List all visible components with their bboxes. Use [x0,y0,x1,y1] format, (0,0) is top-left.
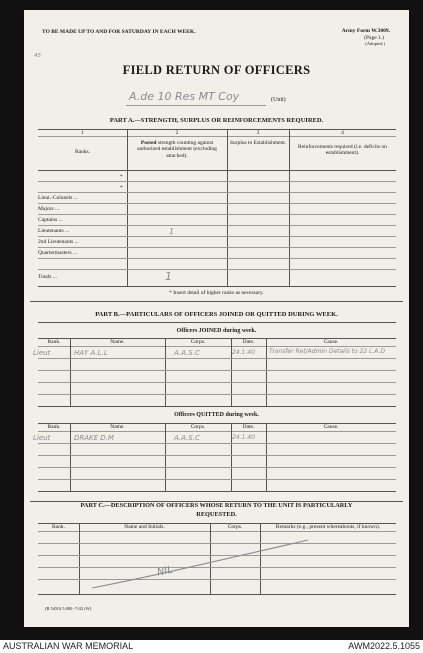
rank-row: Majors ... [38,206,60,212]
part-b-title: PART B.—PARTICULARS OF OFFICERS JOINED OR QUITTED DURING WEEK. [95,311,338,318]
joined-date: 24.1.40 [232,349,255,356]
surplus-header: Surplus to Establishment. [229,140,287,146]
pencil-mark: 45 [34,53,41,59]
rank-row: 2nd Lieutenants ... [38,239,79,245]
reinforcements-header: Reinforcements required (i.e. deficits on establishment). [298,144,387,157]
form-sheet: TO BE MADE UP TO AND FOR SATURDAY IN EACH WEEK. Army Form W.3009. (Page 1.) (Adopted.) 45 FIELD RETURN OF OFFICERS A.de 10 Res MT Coy (Unit) PART A.—STRENGTH, SURPLUS OR REINFORCEMENTS REQUIRED. 1 2 3 4 Ranks. Posted strength counting against authorized establishment (excluding attached). Surplus to Establishment. Reinforcements required (i.e. deficits on establishment). * * Lieut.-Colonels ... Majors ... Captains ... Lieutenants ... 2nd Lieutenants ... Quartermasters ... Totals ... 1 1 * Insert detail of higher ranks as necessary. PART B.—PARTICULARS OF OFFICERS JOINED OR QUITTED DURING WEEK. Officers JOINED during week. Rank. Name. Corps. Date. Cause. Lieut HAY A.L.L A.A.S.C 24.1.40 Transfer Ret/Admin Details to 22 L.A.D Officers QUITTED during week. Rank. Name. Corps. Date. Cause. Lieut DRAKE D.M A.A.S.C 24.1.40 PART C.—DESCRIPTION OF OFFICERS WHOSE RETURN TO THE UNIT IS PARTICULARLY REQUESTED. Rank. Name and Initials. Corps. Remarks (e.g., present whereabouts, if known). NIL (B 5450) 5,000 -7/42 (W) [24,10,409,627]
archive-footer [0,640,423,653]
rank-row: * [120,185,123,191]
archive-id: AWM2022.5.1055 [348,641,420,651]
unit-label: (Unit) [271,97,286,103]
unit-handwritten: A.de 10 Res MT Coy [129,90,240,103]
ranks-header: Ranks. [74,149,91,155]
posted-lieutenants-value: 1 [169,227,175,236]
part-c-title: PART C.—DESCRIPTION OF OFFICERS WHOSE RETURN TO THE UNIT IS PARTICULARLY REQUESTED. [80,502,353,518]
part-c-entry: NIL [156,564,174,579]
form-page: (Page 1.) [364,35,384,41]
joined-corps: A.A.S.C [174,349,200,357]
part-a-title: PART A.—STRENGTH, SURPLUS OR REINFORCEMENTS REQUIRED. [109,117,324,124]
form-number: Army Form W.3009. [341,28,390,34]
posted-totals-value: 1 [165,270,172,283]
print-code: (B 5450) 5,000 -7/42 (W) [45,606,92,611]
quitted-rank: Lieut [33,434,51,442]
archive-name: AUSTRALIAN WAR MEMORIAL [3,641,134,651]
form-title: FIELD RETURN OF OFFICERS [122,63,311,77]
part-a-footnote: * Insert detail of higher ranks as necessary. [169,290,264,296]
nil-strike-line [84,534,314,594]
form-adopted: (Adopted.) [365,41,385,46]
rank-row: Lieut.-Colonels ... [38,195,78,201]
rank-row: * [120,174,123,180]
joined-rank: Lieut [33,349,51,357]
header-instruction: TO BE MADE UP TO AND FOR SATURDAY IN EACH WEEK. [42,29,196,35]
rank-row-totals: Totals ... [38,274,57,280]
rank-row: Lieutenants ... [38,228,70,234]
joined-name: HAY A.L.L [74,349,108,357]
posted-header: Posted strength counting against authorized establishment (excluding attached). [137,140,217,159]
quitted-corps: A.A.S.C [174,434,200,442]
quitted-date: 24.1.40 [232,434,255,441]
rank-row: Captains ... [38,217,63,223]
rank-row: Quartermasters ... [38,250,78,256]
joined-title: Officers JOINED during week. [176,328,257,334]
quitted-name: DRAKE D.M [74,434,114,442]
quitted-title: Officers QUITTED during week. [174,412,259,418]
joined-cause: Transfer Ret/Admin Details to 22 L.A.D [269,348,385,355]
